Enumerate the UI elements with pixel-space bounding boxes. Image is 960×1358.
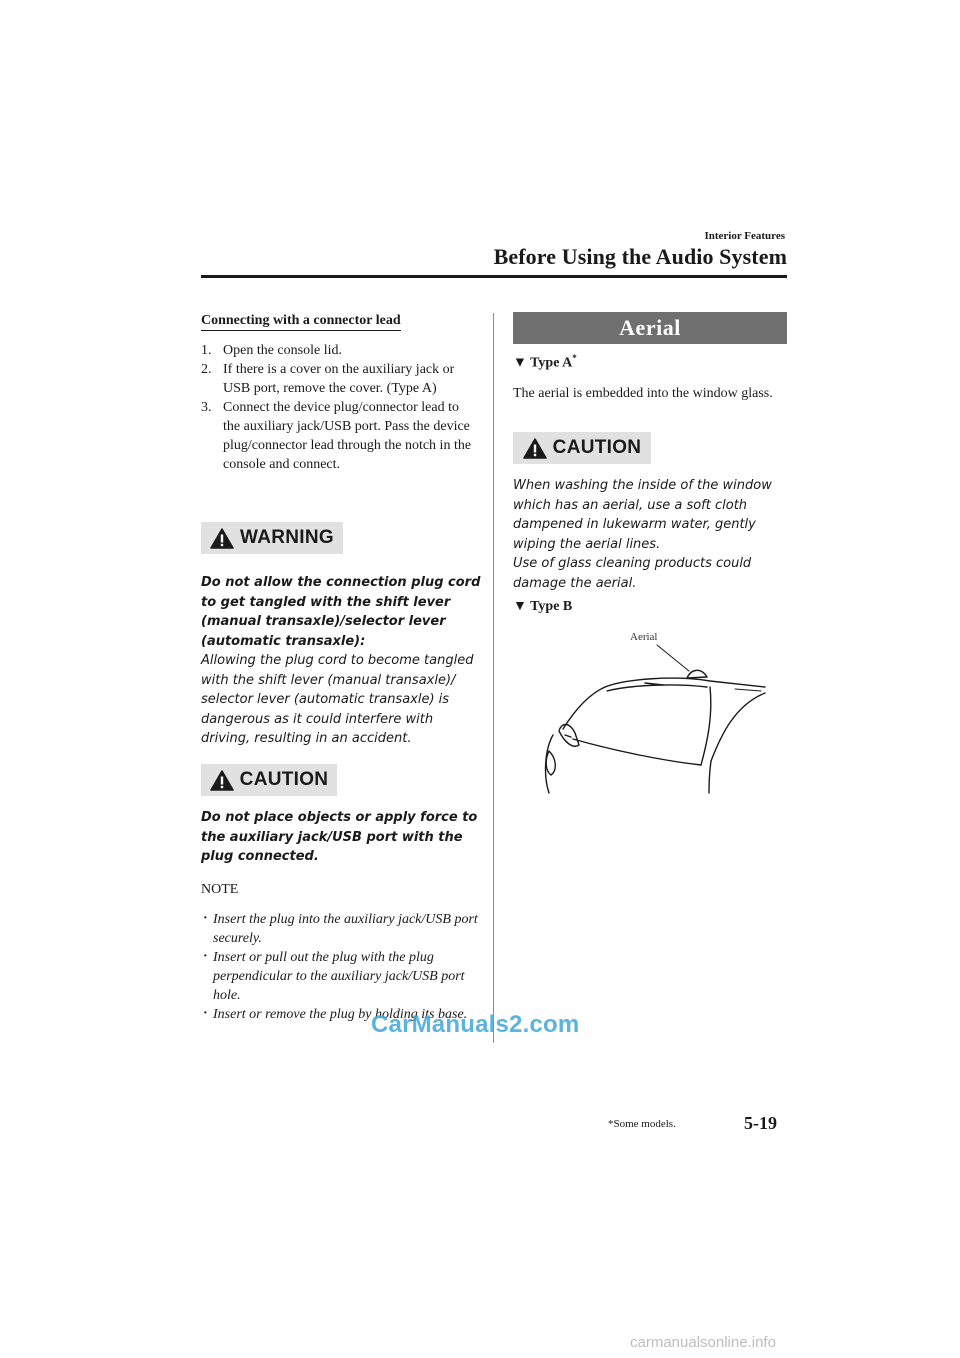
step-text: If there is a cover on the auxiliary jack or USB port, remove the cover. (Type A) xyxy=(223,362,455,396)
caution-label: CAUTION xyxy=(239,769,329,790)
rear-car-aerial-illustration xyxy=(535,625,767,795)
caution-text-line2: Use of glass cleaning products could damage the aerial. xyxy=(513,556,752,591)
caution-text xyxy=(513,476,795,593)
footnote-marker: * xyxy=(572,353,577,363)
column-divider xyxy=(493,313,494,1043)
warning-label: WARNING xyxy=(240,527,334,548)
caution-badge xyxy=(513,432,651,464)
steps-list xyxy=(201,341,477,474)
list-item: · Insert or pull out the plug with the plug perpendicular to the auxiliary jack/USB port hole. xyxy=(201,948,481,1005)
caution-badge xyxy=(201,764,337,796)
list-item: · Insert the plug into the auxiliary jack/USB port securely. xyxy=(201,910,481,948)
warning-badge xyxy=(201,522,343,554)
footnote: *Some models. xyxy=(608,1118,676,1130)
warning-body-text: Allowing the plug cord to become tangled with the shift lever (manual transaxle)/ selector lever (automatic transaxle) is dangerous as it could interfere with driving, resulting in an accident. xyxy=(201,653,474,746)
step-number: 1. xyxy=(201,343,212,358)
step-number: 3. xyxy=(201,400,212,415)
list-item xyxy=(201,360,477,398)
section-label: Interior Features xyxy=(704,230,785,242)
list-item xyxy=(201,341,477,360)
aerial-description: The aerial is embedded into the window glass. xyxy=(513,386,773,401)
watermark-carmanualsonline: carmanualsonline.info xyxy=(630,1334,776,1351)
header-rule xyxy=(201,275,787,278)
list-item: · Insert or remove the plug by holding its base. xyxy=(201,1005,481,1024)
caution-text xyxy=(201,808,483,867)
aerial-section-bar: Aerial xyxy=(513,312,787,344)
list-item xyxy=(201,398,477,474)
warning-text xyxy=(201,573,483,749)
triangle-down-icon: ▼ xyxy=(513,599,527,614)
warning-triangle-icon xyxy=(210,528,234,549)
caution-label: CAUTION xyxy=(552,437,642,458)
warning-triangle-icon xyxy=(523,438,547,459)
page-number: 5-19 xyxy=(744,1113,777,1133)
warning-bold-text: Do not allow the connection plug cord to get tangled with the shift lever (manual transaxle)/selector lever (automatic transaxle): xyxy=(201,575,481,649)
note-list xyxy=(201,910,481,1024)
step-number: 2. xyxy=(201,362,212,377)
caution-text-line1: When washing the inside of the window which has an aerial, use a soft cloth dampened in lukewarm water, gently wiping the aerial lines. xyxy=(513,478,772,552)
step-text: Connect the device plug/connector lead to the auxiliary jack/USB port. Pass the device plug/connector lead through the notch in the console and connect. xyxy=(223,400,472,472)
page-title: Before Using the Audio System xyxy=(493,244,787,269)
watermark-carmanuals2: CarManuals2.com xyxy=(371,1011,580,1038)
type-a-heading xyxy=(513,353,577,372)
warning-triangle-icon xyxy=(210,770,234,791)
type-b-label: Type B xyxy=(530,599,573,614)
triangle-down-icon: ▼ xyxy=(513,355,527,371)
note-title: NOTE xyxy=(201,882,239,897)
caution-bold-text: Do not place objects or apply force to the auxiliary jack/USB port with the plug connected. xyxy=(201,810,478,864)
type-a-label: Type A xyxy=(530,355,573,371)
step-text: Open the console lid. xyxy=(223,343,342,358)
aerial-callout-label: Aerial xyxy=(630,631,658,643)
connector-lead-heading: Connecting with a connector lead xyxy=(201,313,401,331)
type-b-heading xyxy=(513,599,572,615)
